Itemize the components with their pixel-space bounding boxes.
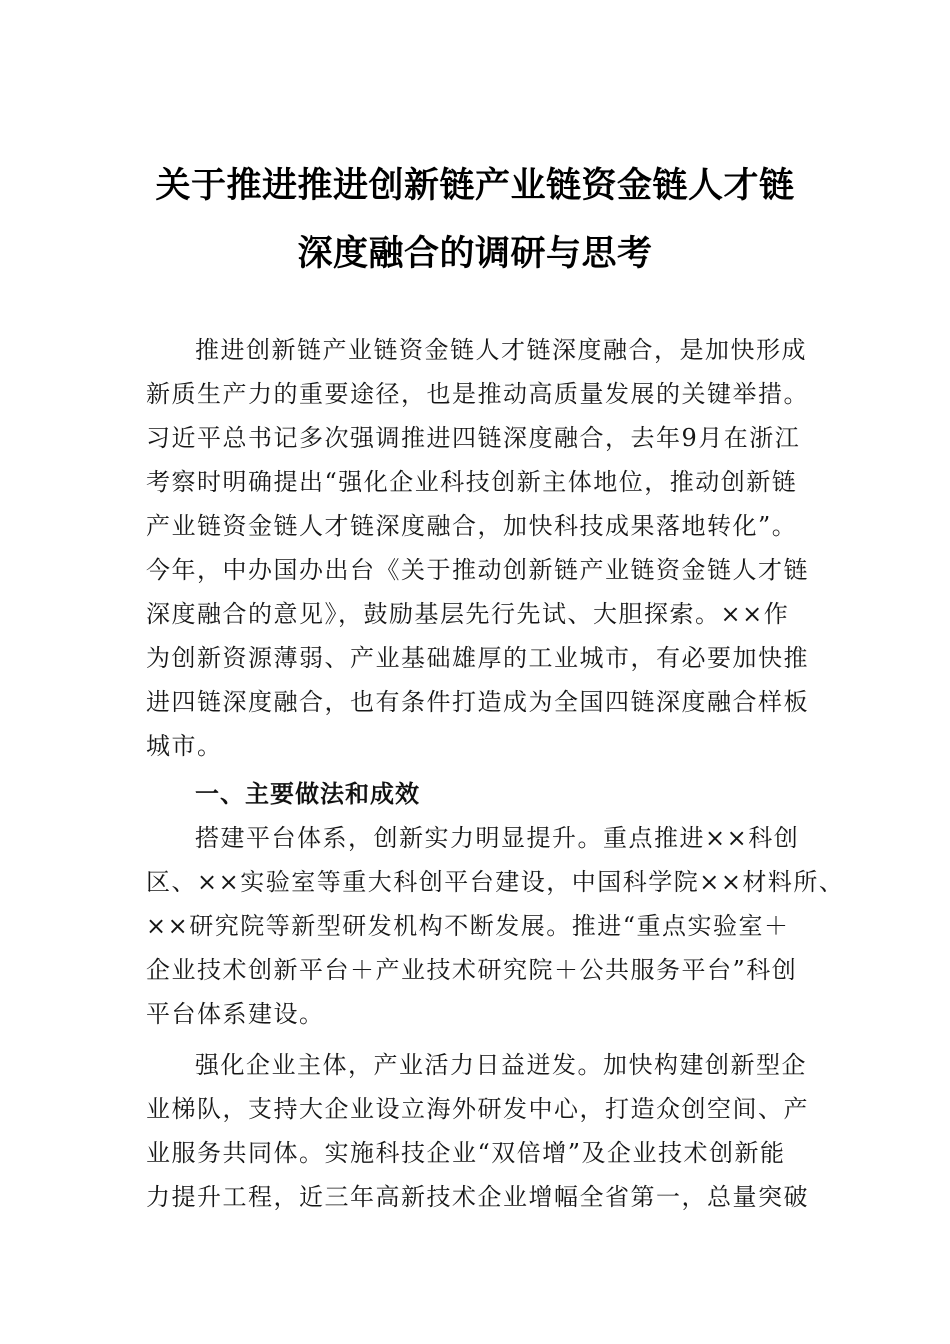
paragraph-2-line: ××研究院等新型研发机构不断发展。推进“重点实验室＋ <box>146 912 790 940</box>
paragraph-1-line: 为创新资源薄弱、产业基础雄厚的工业城市，有必要加快推 <box>146 644 809 672</box>
paragraph-1-line: 深度融合的意见》，鼓励基层先行先试、大胆探索。××作 <box>146 600 790 628</box>
paragraph-3-line: 力提升工程，近三年高新技术企业增幅全省第一，总量突破 <box>146 1183 809 1211</box>
paragraph-1-line: 推进创新链产业链资金链人才链深度融合，是加快形成 <box>195 336 807 364</box>
paragraph-3-line: 业服务共同体。实施科技企业“双倍增”及企业技术创新能 <box>146 1139 786 1167</box>
paragraph-2-line: 区、××实验室等重大科创平台建设，中国科学院××材料所、 <box>146 868 845 896</box>
paragraph-1-line: 产业链资金链人才链深度融合，加快科技成果落地转化”。 <box>146 512 798 540</box>
paragraph-3-line: 业梯队，支持大企业设立海外研发中心，打造众创空间、产 <box>146 1095 809 1123</box>
paragraph-3-line: 强化企业主体，产业活力日益迸发。加快构建创新型企 <box>195 1051 807 1079</box>
paragraph-1-line: 城市。 <box>146 732 223 760</box>
paragraph-1-line: 考察时明确提出“强化企业科技创新主体地位，推动创新链 <box>146 468 798 496</box>
paragraph-1-line: 习近平总书记多次强调推进四链深度融合，去年9月在浙江 <box>146 424 801 452</box>
paragraph-2-line: 平台体系建设。 <box>146 1000 325 1028</box>
document-title-line-2: 深度融合的调研与思考 <box>297 233 653 274</box>
paragraph-1-line: 进四链深度融合，也有条件打造成为全国四链深度融合样板 <box>146 688 809 716</box>
section-heading: 一、主要做法和成效 <box>195 780 420 808</box>
paragraph-2-line: 搭建平台体系，创新实力明显提升。重点推进××科创 <box>195 824 800 852</box>
paragraph-1-line: 今年，中办国办出台《关于推动创新链产业链资金链人才链 <box>146 556 809 584</box>
paragraph-2-line: 企业技术创新平台＋产业技术研究院＋公共服务平台”科创 <box>146 956 798 984</box>
paragraph-1-line: 新质生产力的重要途径，也是推动高质量发展的关键举措。 <box>146 380 809 408</box>
document-title-line-1: 关于推进推进创新链产业链资金链人才链 <box>155 165 795 206</box>
